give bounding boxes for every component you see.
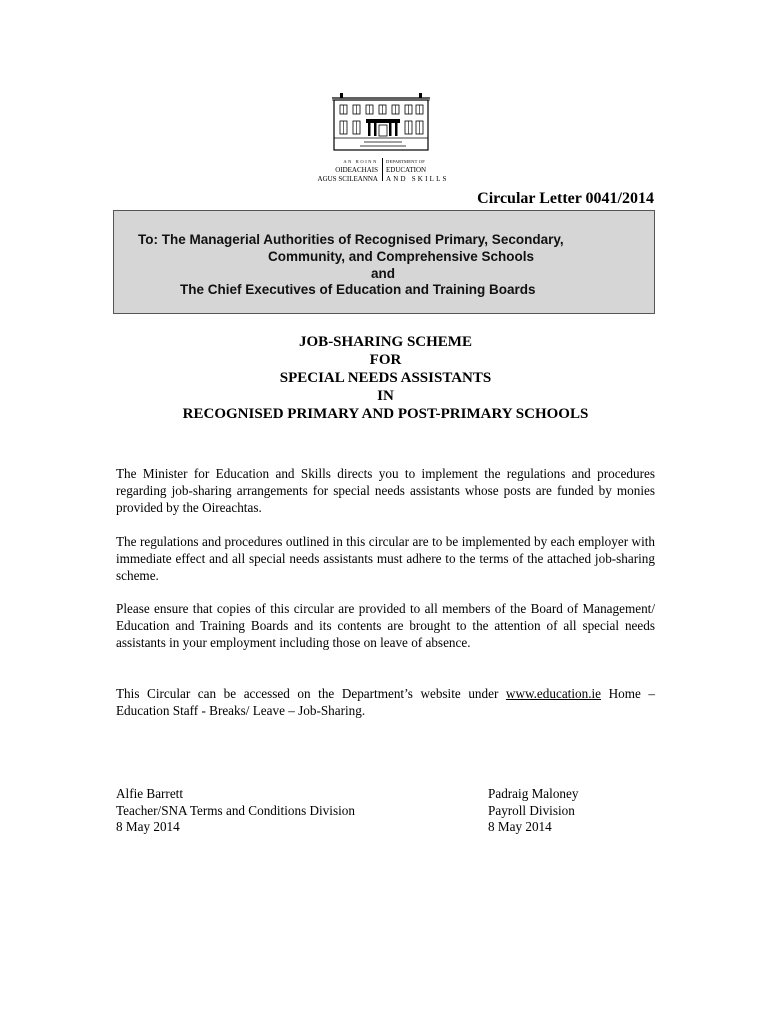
title-line-3: SPECIAL NEEDS ASSISTANTS <box>279 370 492 386</box>
paragraph-4-end: Home – Education Staff - Breaks/ Leave – Job-Sharing. <box>116 686 655 718</box>
title-line-1: JOB-SHARING SCHEME <box>299 334 472 350</box>
paragraph-2: The regulations and procedures outlined in this circular are to be implemented by each employer with immediate effect and all special needs assistants must adhere to the terms of the attached job-sharing scheme. <box>116 534 655 583</box>
title-line-5: RECOGNISED PRIMARY AND POST-PRIMARY SCHOOLS <box>182 406 589 422</box>
signature-date: 8 May 2014 <box>116 819 180 834</box>
signature-left <box>116 786 355 836</box>
addressee-box <box>113 210 655 314</box>
addressee-line-4: The Chief Executives of Education and Training Boards <box>180 282 536 297</box>
circular-number: Circular Letter 0041/2014 <box>477 190 654 207</box>
department-logo <box>296 92 466 188</box>
paragraph-1: The Minister for Education and Skills directs you to implement the regulations and procedures regarding job-sharing arrangements for special needs assistants whose posts are funded by monies provided by the Oireachtas. <box>116 466 655 515</box>
addressee-line-2: Community, and Comprehensive Schools <box>268 249 535 264</box>
paragraph-4-start: This Circular can be accessed on the Department’s website under <box>116 686 506 701</box>
signature-date: 8 May 2014 <box>488 819 552 834</box>
signatory-division: Payroll Division <box>488 802 575 818</box>
title-line-4: IN <box>377 388 394 404</box>
signature-right <box>488 786 578 836</box>
signatory-name: Padraig Maloney <box>488 786 579 801</box>
paragraph-3: Please ensure that copies of this circular are provided to all members of the Board of Management/ Education and Training Boards and its contents are brought to the attention of all special needs assistants in your employment including those on leave of absence. <box>116 601 655 650</box>
document-title <box>113 333 658 423</box>
government-building-icon <box>330 92 432 152</box>
logo-irish-small: AN ROINN <box>343 159 378 164</box>
logo-english-line2: AND SKILLS <box>386 175 449 183</box>
addressee-line-1: To: The Managerial Authorities of Recognised Primary, Secondary, <box>138 232 564 247</box>
paragraph-4 <box>116 685 655 719</box>
signatory-name: Alfie Barrett <box>116 786 184 801</box>
logo-english-small: DEPARTMENT OF <box>386 159 425 164</box>
logo-irish-line2: AGUS SCILEANNA <box>317 175 378 183</box>
logo-irish-line1: OIDEACHAIS <box>335 166 378 174</box>
title-line-2: FOR <box>369 352 402 368</box>
addressee-line-3: and <box>371 266 396 281</box>
signatory-division: Teacher/SNA Terms and Conditions Division <box>116 802 355 818</box>
website-link[interactable]: www.education.ie <box>505 686 602 701</box>
logo-text <box>296 150 466 190</box>
logo-english-line1: EDUCATION <box>386 166 427 174</box>
